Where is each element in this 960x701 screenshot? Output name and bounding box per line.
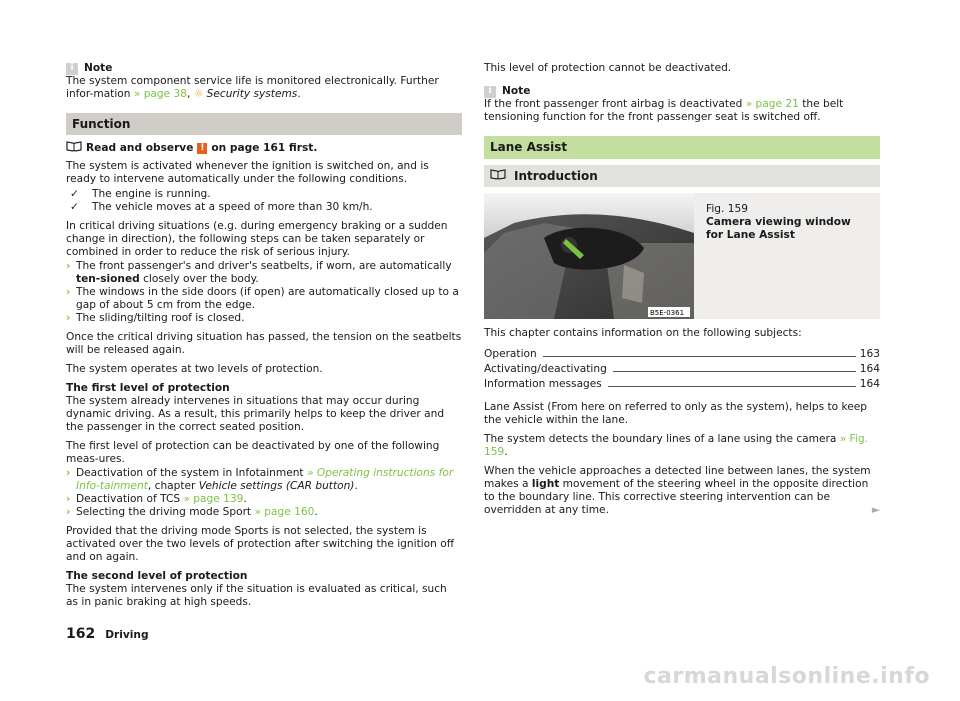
introduction-heading-label: Introduction <box>514 169 598 183</box>
toc-item[interactable] <box>484 363 880 376</box>
step-item <box>66 286 462 312</box>
infotainment-link[interactable]: » Operating instructions for Info-tainment <box>76 467 454 492</box>
toc-label[interactable]: Activating/deactivating <box>484 363 607 375</box>
note-text-b: , <box>187 88 194 100</box>
detects-a: The system detects the boundary lines of a lane using the camera <box>484 433 840 445</box>
toc-label[interactable]: Operation <box>484 348 537 360</box>
note2-text <box>484 98 880 124</box>
security-systems-link[interactable]: Security systems <box>206 88 298 100</box>
figure-code: B5E-0361 <box>650 309 685 317</box>
figure-caption <box>694 193 880 319</box>
lane-assist-heading-label: Lane Assist <box>490 140 568 154</box>
page-139-link[interactable]: » page 139 <box>183 493 244 505</box>
condition-item <box>66 188 462 201</box>
page-160-link[interactable]: » page 160 <box>254 506 315 518</box>
toc-leader <box>613 371 856 372</box>
when-bold: light <box>531 478 560 490</box>
page-21-link[interactable]: » page 21 <box>745 98 799 110</box>
condition-text: The vehicle moves at a speed of more than 30 km/h. <box>92 201 373 213</box>
when-b: movement of the steering wheel in the opposite direction to the boundary line. This corrective steering intervention can be overridden at any time. <box>484 478 869 516</box>
arrow-icon: › <box>66 506 71 518</box>
note2-text-b: the belt tensioning function for the front passenger seat is switched off. <box>484 98 844 123</box>
check-icon: ✓ <box>70 188 79 200</box>
left-column <box>66 62 462 615</box>
note-text <box>66 75 462 101</box>
check-icon: ✓ <box>70 201 79 213</box>
toc-page[interactable]: 163 <box>859 348 880 360</box>
note-heading-label: Note <box>502 85 531 97</box>
read-observe-suffix: on page 161 first. <box>211 142 318 154</box>
measure1-a: Deactivation of the system in Infotainment <box>76 467 307 479</box>
security-icon: ☼ <box>193 88 204 100</box>
continue-arrow-icon: ► <box>871 504 880 516</box>
step-text: The windows in the side doors (if open) are automatically closed up to a gap of about 5 cm from the edge. <box>76 286 459 311</box>
lane-assist-heading <box>484 136 880 159</box>
step-text <box>76 260 462 286</box>
note2-text-a: If the front passenger front airbag is deactivated <box>484 98 746 110</box>
toc-page[interactable]: 164 <box>859 363 880 375</box>
arrow-icon: › <box>66 260 71 272</box>
toc-leader <box>608 386 856 387</box>
cannot-paragraph: This level of protection cannot be deactivated. <box>484 62 732 74</box>
note-text-c: . <box>297 88 301 100</box>
second-level-text: The system intervenes only if the situation is evaluated as critical, such as in panic braking at high speeds. <box>66 583 447 608</box>
measure1-d: . <box>354 480 358 492</box>
figure-159 <box>484 193 880 319</box>
step-item <box>66 312 462 325</box>
step-text: The sliding/tilting roof is closed. <box>76 312 245 324</box>
second-level-title: The second level of protection <box>66 570 248 582</box>
book-icon <box>66 141 82 156</box>
measure-text <box>76 506 318 519</box>
step1-a: The front passenger's and driver's seatbelts, if worn, are automatically <box>76 260 452 272</box>
toc-item[interactable] <box>484 348 880 361</box>
toc-page[interactable]: 164 <box>859 378 880 390</box>
measure-item <box>66 506 462 519</box>
book-icon <box>490 169 506 183</box>
measure1-c: Vehicle settings (CAR button) <box>198 480 355 492</box>
measure-text <box>76 493 247 506</box>
footer-section: Driving <box>105 629 149 641</box>
when-paragraph <box>484 465 880 517</box>
info-icon: i <box>66 63 78 75</box>
first-level-text: The system already intervenes in situations that may occur during dynamic driving. As a result, this primarily helps to keep the driver and the passenger in the correct seated position. <box>66 395 445 433</box>
condition-text: The engine is running. <box>92 188 211 200</box>
measure-item <box>66 493 462 506</box>
fig-159-link[interactable]: » Fig. 159 <box>484 433 868 458</box>
page-number: 162 <box>66 626 96 642</box>
provided-paragraph: Provided that the driving mode Sports is not selected, the system is activated over the two levels of protection after switching the ignition off and on again. <box>66 525 455 563</box>
step1-bold: ten-sioned <box>76 273 140 285</box>
detects-b: . <box>504 446 508 458</box>
toc-label[interactable]: Information messages <box>484 378 602 390</box>
measure2-b: . <box>243 493 247 505</box>
arrow-icon: › <box>66 493 71 505</box>
arrow-icon: › <box>66 467 71 479</box>
detects-paragraph <box>484 433 880 459</box>
step1-c: closely over the body. <box>139 273 259 285</box>
note-heading <box>66 62 462 75</box>
measure-item <box>66 467 462 493</box>
read-observe-line <box>66 141 462 156</box>
two-levels-paragraph: The system operates at two levels of protection. <box>66 363 323 375</box>
measure-text <box>76 467 462 493</box>
page-38-link[interactable]: » page 38 <box>133 88 187 100</box>
measure3-a: Selecting the driving mode Sport <box>76 506 255 518</box>
figure-label: Fig. 159 <box>706 203 748 215</box>
warning-icon: ! <box>197 143 207 154</box>
measure1-b: , chapter <box>147 480 199 492</box>
lane-paragraph: Lane Assist (From here on referred to only as the system), helps to keep the vehicle within the lane. <box>484 401 867 426</box>
page-footer <box>66 628 149 642</box>
note-heading-label: Note <box>84 62 113 74</box>
read-observe-prefix: Read and observe <box>86 142 194 154</box>
chapter-paragraph: This chapter contains information on the following subjects: <box>484 327 802 339</box>
condition-item <box>66 201 462 214</box>
camera-window-image <box>484 193 694 319</box>
note-text-a: The system component service life is monitored electronically. Further infor-mation <box>66 75 439 100</box>
function-heading <box>66 113 462 135</box>
first-level-block <box>66 382 462 434</box>
when-a: When the vehicle approaches a detected line between lanes, the system makes a <box>484 465 871 490</box>
first-level-title: The first level of protection <box>66 382 230 394</box>
deactivated-paragraph: The first level of protection can be deactivated by one of the following meas-ures. <box>66 440 440 465</box>
right-column <box>484 62 880 523</box>
toc-item[interactable] <box>484 378 880 391</box>
function-heading-label: Function <box>72 117 131 131</box>
step-item <box>66 260 462 286</box>
figure-caption-text: Camera viewing window for Lane Assist <box>706 216 851 241</box>
watermark: carmanualsonline.info <box>643 664 930 689</box>
arrow-icon: › <box>66 312 71 324</box>
second-level-block <box>66 570 462 609</box>
info-icon: i <box>484 86 496 98</box>
measure2-a: Deactivation of TCS <box>76 493 184 505</box>
introduction-heading <box>484 165 880 187</box>
arrow-icon: › <box>66 286 71 298</box>
once-paragraph: Once the critical driving situation has passed, the tension on the seatbelts will be released again. <box>66 331 462 356</box>
toc-leader <box>543 356 856 357</box>
activation-paragraph: The system is activated whenever the ignition is switched on, and is ready to intervene automatically under the following conditions. <box>66 160 429 185</box>
note-heading <box>484 85 880 98</box>
critical-paragraph: In critical driving situations (e.g. during emergency braking or a sudden change in direction), the following steps can be taken separately or combined in order to reduce the risk of serious injury. <box>66 220 448 258</box>
measure3-b: . <box>314 506 318 518</box>
